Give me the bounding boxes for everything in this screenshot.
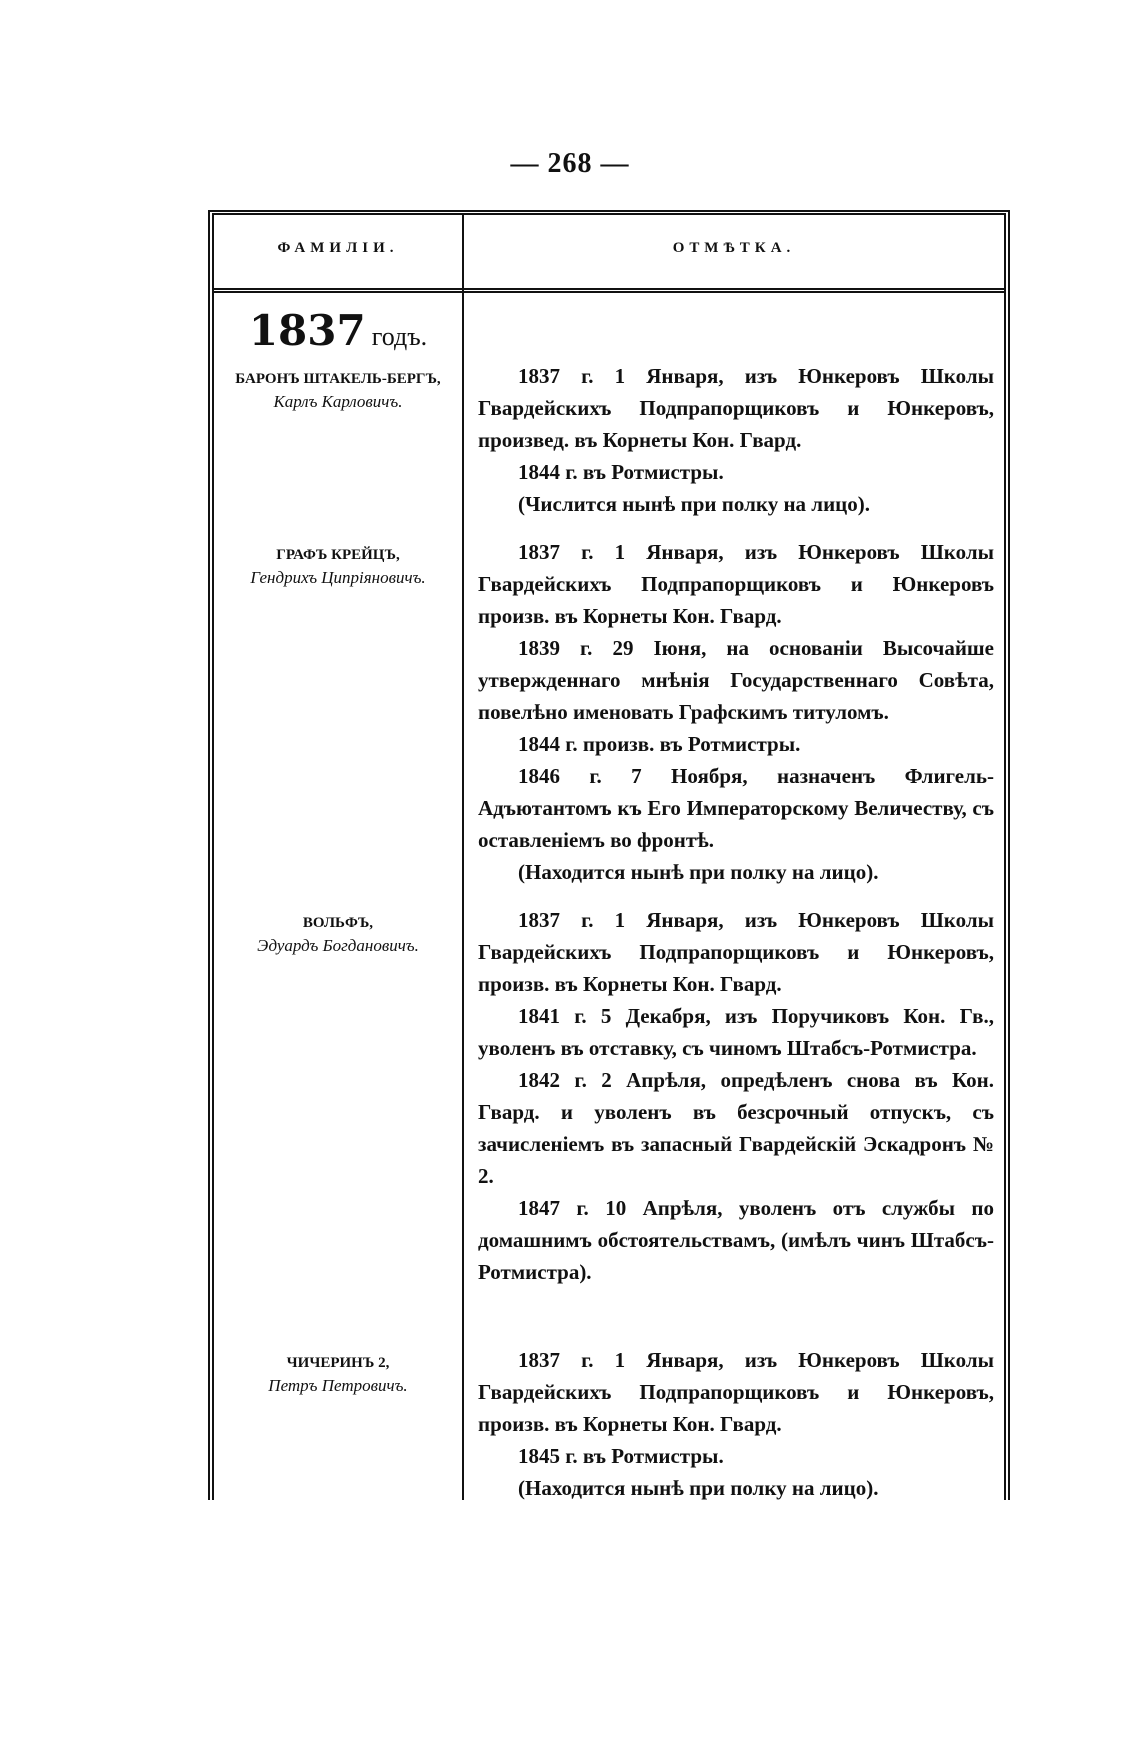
note-paragraph: 1837 г. 1 Января, изъ Юнкеровъ Школы Гвардейскихъ Подпрапорщиковъ и Юнкеровъ произв. въ Корнеты Кон. Гвард. [478,540,994,628]
entry-notes-3 [478,904,994,1288]
column-header-notes: ОТМѢТКА. [672,240,796,256]
page-number: — 268 — [510,148,630,179]
entry-notes-2 [478,536,994,888]
note-paragraph: 1841 г. 5 Декабря, изъ Поручиковъ Кон. Гв., уволенъ въ отставку, съ чиномъ Штабсъ-Ротмистра. [478,1004,994,1060]
column-divider [462,214,464,1500]
year-word: годъ. [371,322,428,351]
entry-name-1 [214,368,462,414]
entry-notes-1 [478,360,994,520]
note-paragraph: 1846 г. 7 Ноября, назначенъ Флигель-Адъютантомъ къ Его Императорскому Величеству, съ оставленіемъ во фронтѣ. [478,764,994,852]
note-paragraph: 1847 г. 10 Апрѣля, уволенъ отъ службы по домашнимъ обстоятельствамъ, (имѣлъ чинъ Штабсъ-Ротмистра). [478,1196,994,1284]
entry-surname: ВОЛЬФЪ, [302,915,374,931]
column-header-names: ФАМИЛІИ. [277,240,399,256]
note-paragraph: 1842 г. 2 Апрѣля, опредѣленъ снова въ Кон. Гвард. и уволенъ въ безсрочный отпускъ, съ зачисленіемъ въ запасный Гвардейскій Эскадронъ № 2. [478,1068,994,1188]
entry-notes-4 [478,1344,994,1504]
note-paragraph: 1837 г. 1 Января, изъ Юнкеровъ Школы Гвардейскихъ Подпрапорщиковъ и Юнкеровъ, произв. въ Корнеты Кон. Гвард. [478,1348,994,1436]
note-paragraph: 1837 г. 1 Января, изъ Юнкеровъ Школы Гвардейскихъ Подпрапорщиковъ и Юнкеровъ, произв. въ Корнеты Кон. Гвард. [478,908,994,996]
entry-given-name: Эдуардъ Богдановичъ. [257,936,419,955]
note-paragraph: 1839 г. 29 Іюня, на основаніи Высочайше утвержденнаго мнѣнія Государственнаго Совѣта, повелѣно именовать Графскимъ титуломъ. [478,636,994,724]
note-paragraph: 1837 г. 1 Января, изъ Юнкеровъ Школы Гвардейскихъ Подпрапорщиковъ и Юнкеровъ, произвед. въ Корнеты Кон. Гвард. [478,364,994,452]
entry-given-name: Гендрихъ Ципріяновичъ. [250,568,426,587]
entry-given-name: Петръ Петровичъ. [268,1376,408,1395]
year-number: 1837 [248,306,366,355]
entry-given-name: Карлъ Карловичъ. [273,392,403,411]
note-paragraph: (Числится нынѣ при полку на лицо). [518,492,871,516]
note-paragraph: (Находится нынѣ при полку на лицо). [518,860,879,884]
entry-name-2 [214,544,462,590]
entry-surname: ГРАФЪ КРЕЙЦЪ, [276,547,400,563]
note-paragraph: 1844 г. въ Ротмистры. [518,460,724,484]
entry-name-3 [214,912,462,958]
note-paragraph: 1844 г. произв. въ Ротмистры. [518,732,801,756]
year-heading [214,306,462,355]
header-rule [214,288,1004,293]
entry-surname: БАРОНЪ ШТАКЕЛЬ-БЕРГЪ, [235,371,441,387]
entry-surname: ЧИЧЕРИНЪ 2, [286,1355,390,1371]
note-paragraph: (Находится нынѣ при полку на лицо). [518,1476,879,1500]
note-paragraph: 1845 г. въ Ротмистры. [518,1444,724,1468]
entry-name-4 [214,1352,462,1398]
